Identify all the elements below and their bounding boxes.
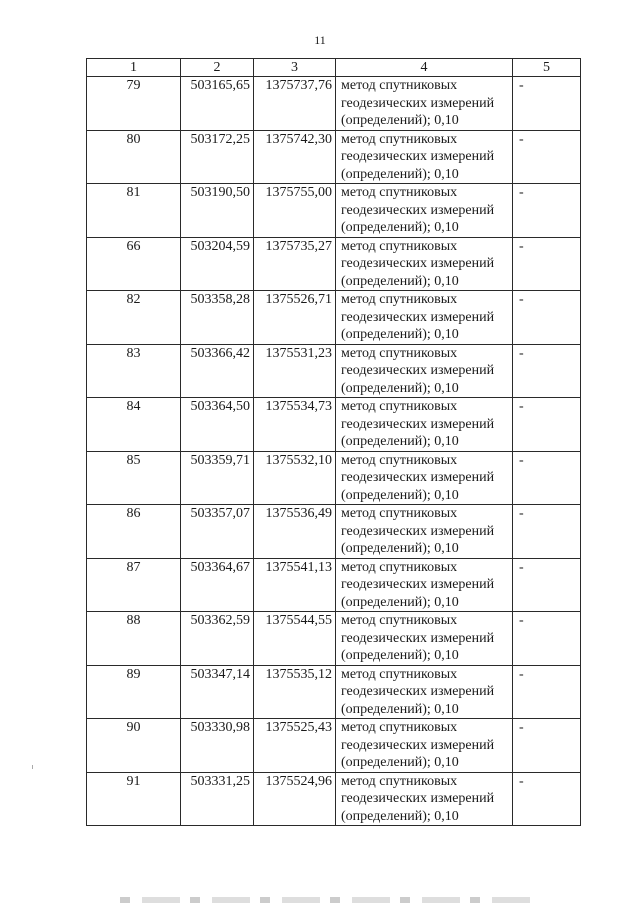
y-coordinate-cell: 1375536,49 [254, 505, 336, 559]
table-row [87, 184, 581, 238]
header-col-2: 2 [181, 59, 254, 77]
point-number-cell: 66 [87, 237, 181, 291]
x-coordinate-cell: 503362,59 [181, 612, 254, 666]
method-cell: метод спутниковых геодезических измерений (определений); 0,10 [336, 77, 513, 131]
point-number-cell: 84 [87, 398, 181, 452]
note-cell: - [513, 612, 581, 666]
x-coordinate-cell: 503347,14 [181, 665, 254, 719]
coordinates-table [86, 58, 581, 826]
x-coordinate-cell: 503366,42 [181, 344, 254, 398]
table-row [87, 77, 581, 131]
point-number-cell: 90 [87, 719, 181, 773]
method-cell: метод спутниковых геодезических измерений (определений); 0,10 [336, 665, 513, 719]
header-col-4: 4 [336, 59, 513, 77]
method-cell: метод спутниковых геодезических измерений (определений); 0,10 [336, 344, 513, 398]
method-cell: метод спутниковых геодезических измерений (определений); 0,10 [336, 612, 513, 666]
note-cell: - [513, 398, 581, 452]
point-number-cell: 87 [87, 558, 181, 612]
note-cell: - [513, 665, 581, 719]
note-cell: - [513, 558, 581, 612]
point-number-cell: 86 [87, 505, 181, 559]
y-coordinate-cell: 1375735,27 [254, 237, 336, 291]
table-row [87, 612, 581, 666]
note-cell: - [513, 237, 581, 291]
note-cell: - [513, 77, 581, 131]
table-row [87, 772, 581, 826]
method-cell: метод спутниковых геодезических измерений (определений); 0,10 [336, 558, 513, 612]
method-cell: метод спутниковых геодезических измерений (определений); 0,10 [336, 184, 513, 238]
x-coordinate-cell: 503172,25 [181, 130, 254, 184]
note-cell: - [513, 130, 581, 184]
x-coordinate-cell: 503165,65 [181, 77, 254, 131]
x-coordinate-cell: 503364,67 [181, 558, 254, 612]
note-cell: - [513, 344, 581, 398]
table-row [87, 130, 581, 184]
point-number-cell: 81 [87, 184, 181, 238]
method-cell: метод спутниковых геодезических измерений (определений); 0,10 [336, 130, 513, 184]
y-coordinate-cell: 1375737,76 [254, 77, 336, 131]
table-row [87, 719, 581, 773]
note-cell: - [513, 772, 581, 826]
header-row [87, 59, 581, 77]
point-number-cell: 80 [87, 130, 181, 184]
x-coordinate-cell: 503331,25 [181, 772, 254, 826]
x-coordinate-cell: 503190,50 [181, 184, 254, 238]
note-cell: - [513, 451, 581, 505]
point-number-cell: 88 [87, 612, 181, 666]
y-coordinate-cell: 1375531,23 [254, 344, 336, 398]
x-coordinate-cell: 503364,50 [181, 398, 254, 452]
point-number-cell: 82 [87, 291, 181, 345]
y-coordinate-cell: 1375526,71 [254, 291, 336, 345]
scan-mark [32, 765, 33, 769]
note-cell: - [513, 505, 581, 559]
table-row [87, 665, 581, 719]
method-cell: метод спутниковых геодезических измерений (определений); 0,10 [336, 719, 513, 773]
table-row [87, 237, 581, 291]
y-coordinate-cell: 1375755,00 [254, 184, 336, 238]
note-cell: - [513, 719, 581, 773]
x-coordinate-cell: 503358,28 [181, 291, 254, 345]
x-coordinate-cell: 503204,59 [181, 237, 254, 291]
table-row [87, 398, 581, 452]
table-row [87, 344, 581, 398]
method-cell: метод спутниковых геодезических измерений (определений); 0,10 [336, 772, 513, 826]
table-body [87, 77, 581, 826]
method-cell: метод спутниковых геодезических измерений (определений); 0,10 [336, 505, 513, 559]
point-number-cell: 83 [87, 344, 181, 398]
point-number-cell: 79 [87, 77, 181, 131]
page-number: 11 [314, 33, 326, 47]
method-cell: метод спутниковых геодезических измерений (определений); 0,10 [336, 451, 513, 505]
table-row [87, 558, 581, 612]
header-col-5: 5 [513, 59, 581, 77]
y-coordinate-cell: 1375525,43 [254, 719, 336, 773]
method-cell: метод спутниковых геодезических измерений (определений); 0,10 [336, 398, 513, 452]
scan-artifact [120, 897, 530, 903]
y-coordinate-cell: 1375544,55 [254, 612, 336, 666]
note-cell: - [513, 184, 581, 238]
x-coordinate-cell: 503357,07 [181, 505, 254, 559]
point-number-cell: 85 [87, 451, 181, 505]
table-row [87, 451, 581, 505]
table-header [87, 59, 581, 77]
x-coordinate-cell: 503330,98 [181, 719, 254, 773]
y-coordinate-cell: 1375532,10 [254, 451, 336, 505]
y-coordinate-cell: 1375742,30 [254, 130, 336, 184]
method-cell: метод спутниковых геодезических измерений (определений); 0,10 [336, 237, 513, 291]
y-coordinate-cell: 1375534,73 [254, 398, 336, 452]
y-coordinate-cell: 1375524,96 [254, 772, 336, 826]
point-number-cell: 91 [87, 772, 181, 826]
y-coordinate-cell: 1375541,13 [254, 558, 336, 612]
header-col-1: 1 [87, 59, 181, 77]
point-number-cell: 89 [87, 665, 181, 719]
note-cell: - [513, 291, 581, 345]
table-row [87, 291, 581, 345]
table-row [87, 505, 581, 559]
method-cell: метод спутниковых геодезических измерений (определений); 0,10 [336, 291, 513, 345]
header-col-3: 3 [254, 59, 336, 77]
y-coordinate-cell: 1375535,12 [254, 665, 336, 719]
x-coordinate-cell: 503359,71 [181, 451, 254, 505]
